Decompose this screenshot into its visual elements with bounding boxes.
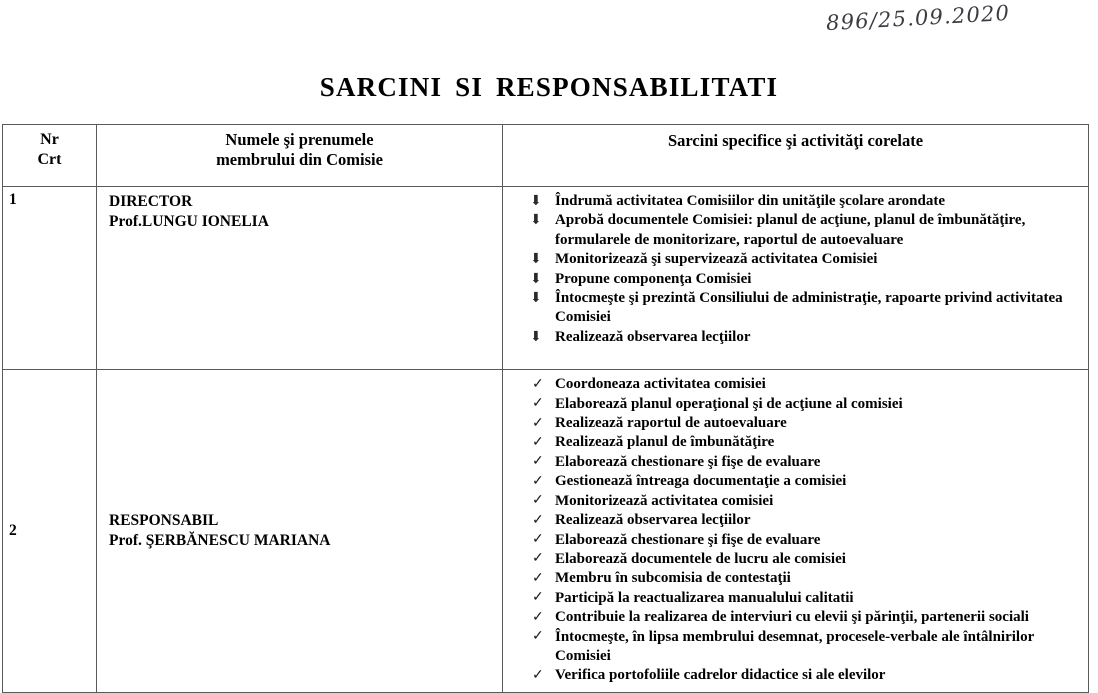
task-text: Monitorizează şi supervizează activitatea Comisiei [555,251,878,268]
checkmark-bullet: ✓ [532,376,544,392]
task-item [503,589,1084,608]
column-header-name-line1: Numele şi prenumele [225,130,374,149]
member-person: Prof.LUNGU IONELIA [109,213,269,230]
checkmark-bullet: ✓ [532,434,544,450]
table-header-row [3,125,1089,187]
member-name-cell [97,370,503,693]
task-item [503,550,1084,569]
task-list [503,375,1084,686]
task-text: Propune componenţa Comisiei [555,270,752,287]
responsibilities-table [2,124,1089,693]
checkmark-bullet: ✓ [532,667,544,683]
task-text: Aprobă documentele Comisiei: planul de acţiune, planul de îmbunătăţire, formularele de monitorizare, raportul de autoevaluare [555,212,1026,248]
member-name-cell [97,187,503,370]
checkmark-bullet: ✓ [532,415,544,431]
task-text: Realizează planul de îmbunătăţire [555,434,775,451]
column-header-nr-line2: Crt [37,151,62,168]
task-item [503,414,1084,433]
down-arrow-bullet: ⬇ [530,329,542,345]
task-text: Elaborează documentele de lucru ale comisiei [555,550,846,567]
task-item [503,453,1084,472]
checkmark-bullet: ✓ [532,396,544,412]
task-item [503,628,1084,667]
down-arrow-bullet: ⬇ [530,213,542,229]
checkmark-bullet: ✓ [532,629,544,645]
task-text: Contribuie la realizarea de interviuri cu elevii şi părinţii, partenerii sociali [555,609,1029,626]
checkmark-bullet: ✓ [532,551,544,567]
task-text: Elaborează chestionare şi fişe de evaluare [555,531,821,548]
task-item [503,511,1084,530]
tasks-cell [503,370,1089,693]
down-arrow-bullet: ⬇ [530,291,542,307]
row-spacer [503,347,1084,363]
column-header-tasks-label: Sarcini specifice şi activităţi corelate [667,131,924,150]
handwritten-registration-note: 896/25.09.2020 [825,0,1011,36]
table-row [3,187,1089,370]
task-text: Elaborează planul operaţional şi de acţiune al comisiei [555,395,903,412]
task-item [503,569,1084,588]
table-row [3,370,1089,693]
checkmark-bullet: ✓ [532,532,544,547]
task-text: Realizează raportul de autoevaluare [555,415,787,432]
task-item [503,531,1084,550]
task-text: Gestionează întreaga documentaţie a comisiei [555,473,847,490]
task-text: Realizează observarea lecţiilor [555,328,751,345]
column-header-nr-line1: Nr [40,131,59,148]
task-item [503,433,1084,452]
task-text: Membru în subcomisia de contestaţii [555,570,791,587]
task-item [503,328,1084,347]
member-person: Prof. ŞERBĂNESCU MARIANA [109,532,331,549]
checkmark-bullet: ✓ [532,609,544,625]
task-item [503,270,1084,289]
task-item [503,289,1084,328]
task-text: Verifica portofoliile cadrelor didactice si ale elevilor [555,667,886,684]
task-text: Participă la reactualizarea manualului calitatii [555,589,854,606]
task-item [503,395,1084,414]
task-item [503,250,1084,269]
column-header-tasks [503,125,1089,187]
column-header-member-name [97,125,503,187]
task-text: Îndrumă activitatea Comisiilor din unităţile şcolare arondate [555,193,945,209]
column-header-nr-crt [3,125,97,187]
checkmark-bullet: ✓ [532,570,544,586]
task-list [503,192,1084,347]
task-item [503,608,1084,627]
task-text: Monitorizează activitatea comisiei [555,492,774,509]
checkmark-bullet: ✓ [532,473,544,489]
task-item [503,211,1084,250]
row-number: 1 [3,187,97,370]
task-text: Realizează observarea lecţiilor [555,512,751,529]
column-header-name-line2: membrului din Comisie [216,150,383,169]
task-item [503,666,1084,685]
member-role: DIRECTOR [109,193,193,210]
member-role: RESPONSABIL [109,512,219,529]
task-text: Coordoneaza activitatea comisiei [555,376,766,393]
down-arrow-bullet: ⬇ [530,194,542,209]
task-item [503,375,1084,394]
task-item [503,492,1084,511]
task-text: Întocmeşte şi prezintă Consiliului de administraţie, rapoarte privind activitatea Comisiei [555,290,1063,326]
checkmark-bullet: ✓ [532,590,544,606]
down-arrow-bullet: ⬇ [530,271,542,287]
checkmark-bullet: ✓ [532,512,544,528]
task-text: Elaborează chestionare şi fişe de evaluare [555,453,821,470]
task-text: Întocmeşte, în lipsa membrului desemnat, procesele-verbale ale întâlnirilor Comisiei [555,628,1034,664]
row-number: 2 [3,370,97,693]
page-title: SARCINI SI RESPONSABILITATI [319,72,779,102]
down-arrow-bullet: ⬇ [530,252,542,268]
task-item [503,192,1084,211]
checkmark-bullet: ✓ [532,454,544,470]
task-item [503,472,1084,491]
checkmark-bullet: ✓ [532,493,544,509]
tasks-cell [503,187,1089,370]
